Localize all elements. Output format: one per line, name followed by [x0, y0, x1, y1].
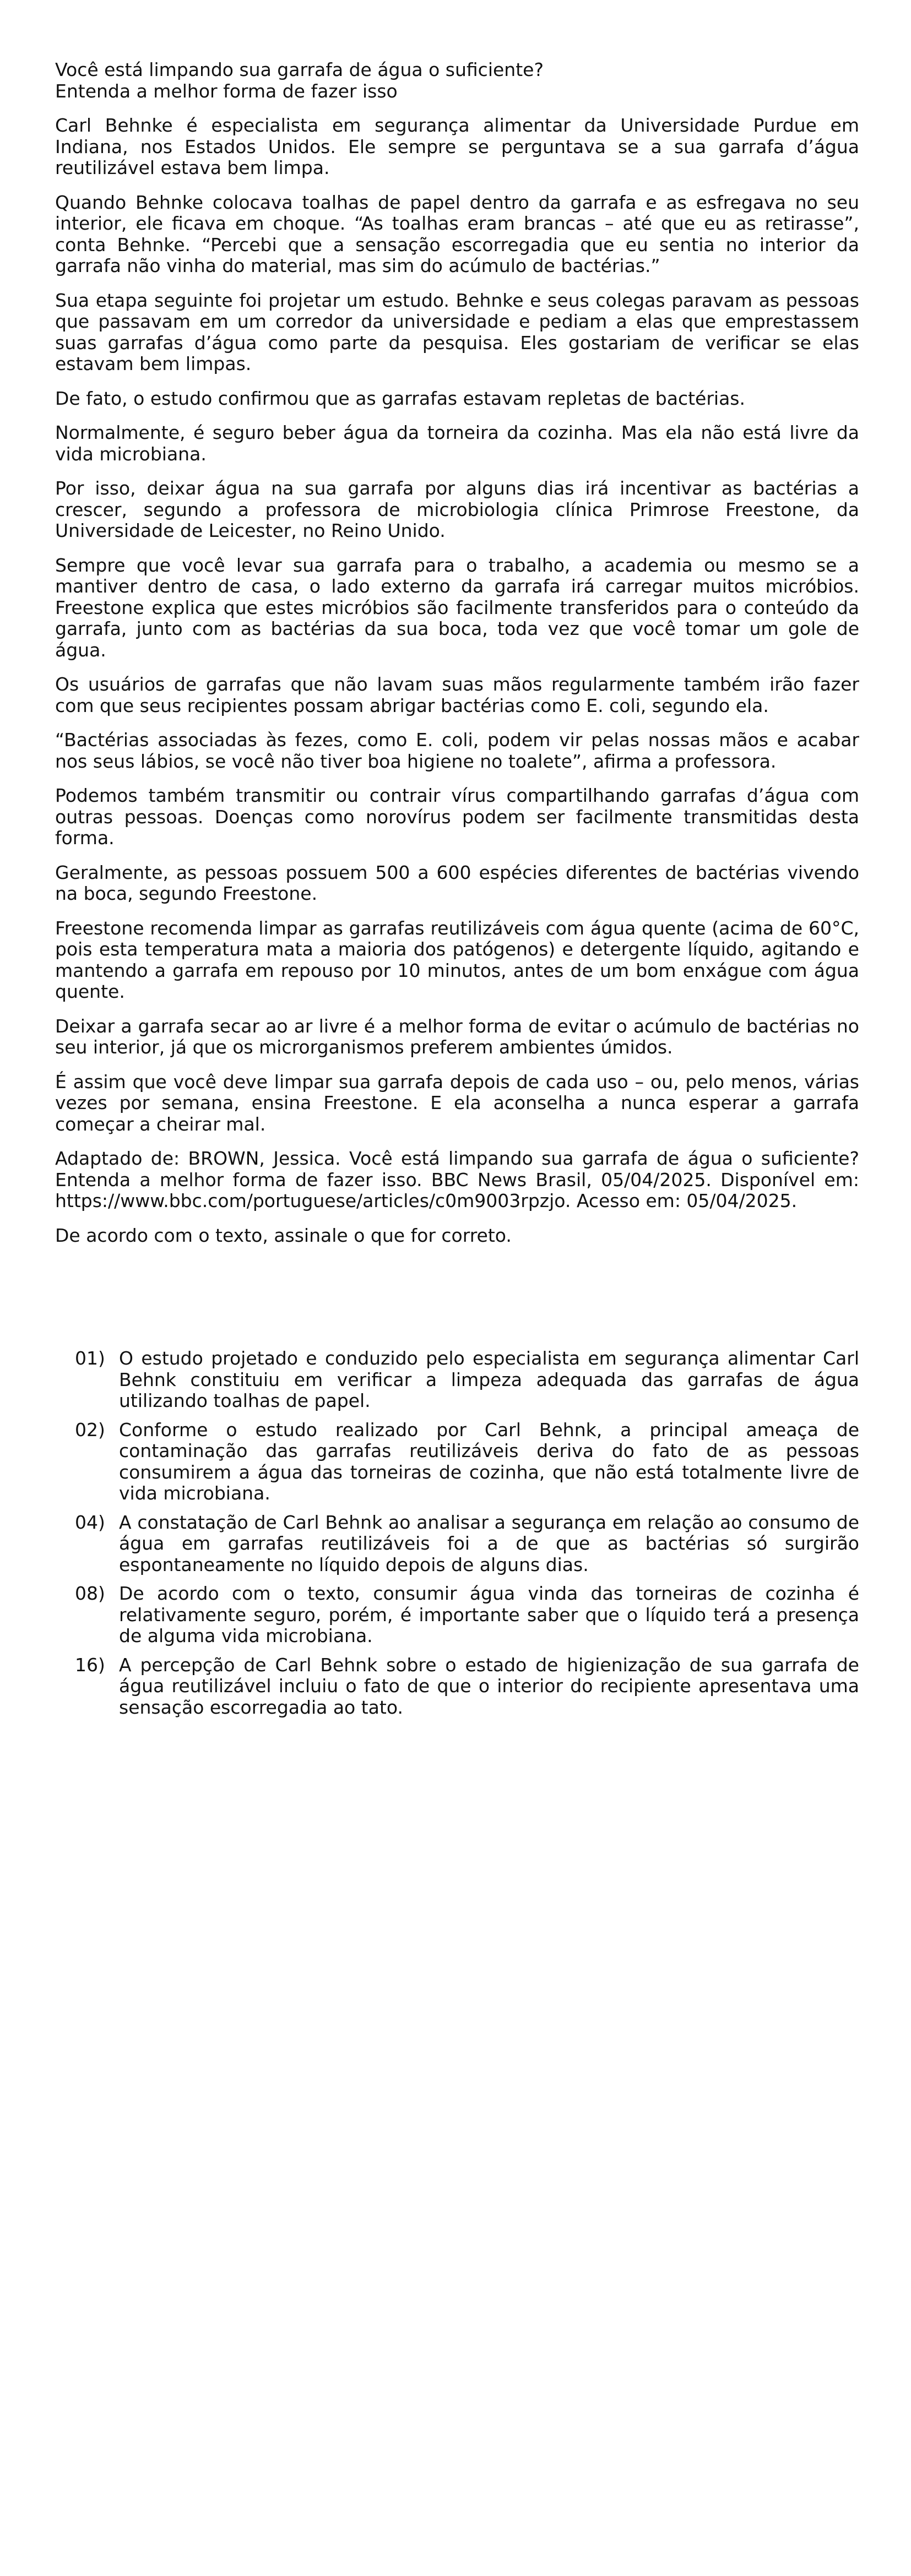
answer-option	[55, 1420, 859, 1504]
article	[55, 59, 859, 1246]
option-number: 08)	[75, 1583, 105, 1604]
source-citation: Adaptado de: BROWN, Jessica. Você está limpando sua garrafa de água o suficiente? Entenda a melhor forma de fazer isso. BBC News Brasil, 05/04/2025. Disponível em: https://www.bbc.com/portuguese/articles/c0m9003rpzjo. Acesso em: 05/04/2025.	[55, 1148, 859, 1211]
option-number: 01)	[75, 1347, 105, 1369]
article-title	[55, 59, 859, 102]
paragraph-1: Carl Behnke é especialista em segurança alimentar da Universidade Purdue em Indiana, nos Estados Unidos. Ele sempre se perguntava se a sua garrafa d’água reutilizável estava bem limpa.	[55, 115, 859, 178]
option-text: A constatação de Carl Behnk ao analisar a segurança em relação ao consumo de água em garrafas reutilizáveis foi a de que as bactérias só surgirão espontaneamente no líquido depois de alguns dias.	[119, 1511, 859, 1575]
paragraph-7: Sempre que você levar sua garrafa para o trabalho, a academia ou mesmo se a mantiver dentro de casa, o lado externo da garrafa irá carregar muitos micróbios. Freestone explica que estes micróbios são facilmente transferidos para o conteúdo da garrafa, junto com as bactérias da sua boca, toda vez que você tomar um gole de água.	[55, 554, 859, 661]
paragraph-10: Podemos também transmitir ou contrair vírus compartilhando garrafas d’água com outras pessoas. Doenças como norovírus podem ser facilmente transmitidas desta forma.	[55, 785, 859, 849]
paragraph-2: Quando Behnke colocava toalhas de papel dentro da garrafa e as esfregava no seu interior, ele ficava em choque. “As toalhas eram brancas – até que eu as retirasse”, conta Behnke. “Percebi que a sensação escorregadia que eu sentia no interior da garrafa não vinha do material, mas sim do acúmulo de bactérias.”	[55, 191, 859, 276]
option-text: Conforme o estudo realizado por Carl Behnk, a principal ameaça de contaminação das garrafas reutilizáveis deriva do fato de as pessoas consumirem a água das torneiras de cozinha, que não está totalmente livre de vida microbiana.	[119, 1419, 859, 1504]
article-title-line-1: Você está limpando sua garrafa de água o suficiente?	[55, 59, 544, 80]
paragraph-14: É assim que você deve limpar sua garrafa depois de cada uso – ou, pelo menos, várias vezes por semana, ensina Freestone. E ela aconselha a nunca esperar a garrafa começar a cheirar mal.	[55, 1070, 859, 1135]
paragraph-11: Geralmente, as pessoas possuem 500 a 600 espécies diferentes de bactérias vivendo na boca, segundo Freestone.	[55, 861, 859, 904]
option-number: 02)	[75, 1419, 105, 1441]
option-text: A percepção de Carl Behnk sobre o estado de higienização de sua garrafa de água reutilizável incluiu o fato de que o interior do recipiente apresentava uma sensação escorregadia ao tato.	[119, 1654, 859, 1718]
article-subtitle: Entenda a melhor forma de fazer isso	[55, 80, 398, 102]
question-prompt: De acordo com o texto, assinale o que for correto.	[55, 1224, 512, 1246]
paragraph-4: De fato, o estudo confirmou que as garrafas estavam repletas de bactérias.	[55, 387, 745, 409]
paragraph-6: Por isso, deixar água na sua garrafa por alguns dias irá incentivar as bactérias a crescer, segundo a professora de microbiologia clínica Primrose Freestone, da Universidade de Leicester, no Reino Unido.	[55, 477, 859, 541]
answer-option	[55, 1348, 859, 1412]
paragraph-5: Normalmente, é seguro beber água da torneira da cozinha. Mas ela não está livre da vida microbiana.	[55, 422, 859, 465]
option-number: 04)	[75, 1511, 105, 1533]
option-text: O estudo projetado e conduzido pelo especialista em segurança alimentar Carl Behnk constituiu em verificar a limpeza adequada das garrafas de água utilizando toalhas de papel.	[119, 1347, 859, 1411]
paragraph-3: Sua etapa seguinte foi projetar um estudo. Behnke e seus colegas paravam as pessoas que passavam em um corredor da universidade e pediam a elas que emprestassem suas garrafas d’água como parte da pesquisa. Eles gostariam de verificar se elas estavam bem limpas.	[55, 289, 859, 374]
paragraph-12: Freestone recomenda limpar as garrafas reutilizáveis com água quente (acima de 60°C, pois esta temperatura mata a maioria dos patógenos) e detergente líquido, agitando e mantendo a garrafa em repouso por 10 minutos, antes de um bom enxágue com água quente.	[55, 917, 859, 1002]
paragraph-9: “Bactérias associadas às fezes, como E. coli, podem vir pelas nossas mãos e acabar nos seus lábios, se você não tiver boa higiene no toalete”, afirma a professora.	[55, 729, 859, 772]
paragraph-13: Deixar a garrafa secar ao ar livre é a melhor forma de evitar o acúmulo de bactérias no seu interior, já que os microrganismos preferem ambientes úmidos.	[55, 1015, 859, 1058]
paragraph-8: Os usuários de garrafas que não lavam suas mãos regularmente também irão fazer com que seus recipientes possam abrigar bactérias como E. coli, segundo ela.	[55, 673, 859, 716]
option-text: De acordo com o texto, consumir água vinda das torneiras de cozinha é relativamente seguro, porém, é importante saber que o líquido terá a presença de alguma vida microbiana.	[119, 1583, 859, 1646]
answer-options-list	[55, 1348, 859, 1726]
answer-option	[55, 1583, 859, 1647]
answer-option	[55, 1655, 859, 1719]
option-number: 16)	[75, 1654, 105, 1676]
answer-option	[55, 1512, 859, 1576]
